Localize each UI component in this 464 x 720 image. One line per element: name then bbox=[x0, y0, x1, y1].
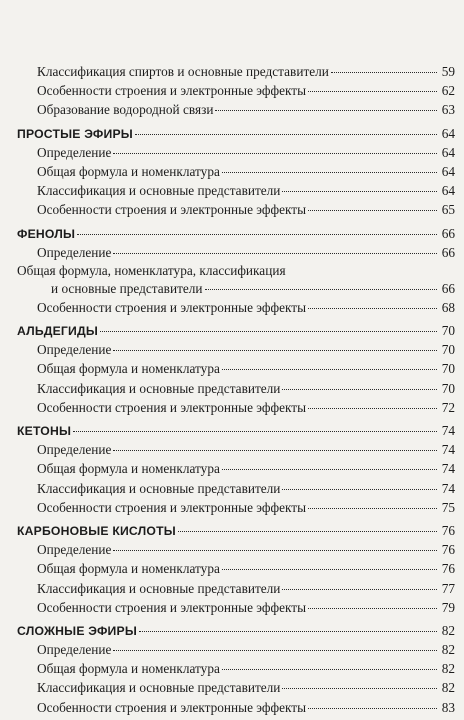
toc-entry bbox=[17, 200, 455, 219]
dot-leader bbox=[308, 407, 437, 409]
toc-entry bbox=[17, 243, 455, 262]
toc-section-heading bbox=[17, 421, 455, 440]
dot-leader bbox=[308, 607, 437, 609]
page-number: 70 bbox=[441, 323, 455, 339]
dot-leader bbox=[282, 190, 437, 192]
dot-leader bbox=[113, 649, 437, 651]
entry-title: Общая формула и номенклатура bbox=[37, 461, 220, 477]
toc-entry bbox=[17, 498, 455, 517]
page-number: 82 bbox=[441, 642, 455, 658]
dot-leader bbox=[282, 588, 437, 590]
entry-title: Классификация и основные представители bbox=[37, 480, 281, 496]
toc-entry bbox=[17, 298, 455, 317]
page-number: 66 bbox=[441, 280, 455, 296]
entry-title: Особенности строения и электронные эффекты bbox=[37, 699, 307, 715]
entry-title: Особенности строения и электронные эффекты bbox=[37, 599, 307, 615]
page-number: 66 bbox=[441, 225, 455, 241]
page-number: 70 bbox=[441, 342, 455, 358]
toc-entry bbox=[17, 143, 455, 162]
entry-title: Общая формула, номенклатура, классификация bbox=[17, 262, 286, 278]
toc-entry bbox=[17, 559, 455, 578]
dot-leader bbox=[331, 71, 437, 73]
toc-section-heading bbox=[17, 124, 455, 143]
dot-leader bbox=[282, 488, 437, 490]
page-number: 64 bbox=[441, 144, 455, 160]
toc-entry bbox=[17, 440, 455, 459]
dot-leader bbox=[73, 430, 437, 432]
dot-leader bbox=[222, 468, 437, 470]
toc-entry bbox=[17, 262, 455, 279]
toc-entry bbox=[17, 181, 455, 200]
page-number: 74 bbox=[441, 461, 455, 477]
toc-entry bbox=[17, 579, 455, 598]
page-number: 62 bbox=[441, 83, 455, 99]
dot-leader bbox=[222, 368, 437, 370]
dot-leader bbox=[308, 707, 437, 709]
entry-title: Особенности строения и электронные эффекты bbox=[37, 202, 307, 218]
entry-title: Особенности строения и электронные эффекты bbox=[37, 399, 307, 415]
dot-leader bbox=[178, 530, 437, 532]
dot-leader bbox=[135, 133, 437, 135]
toc-entry bbox=[17, 479, 455, 498]
page-number: 63 bbox=[441, 102, 455, 118]
dot-leader bbox=[113, 449, 437, 451]
dot-leader bbox=[100, 330, 437, 332]
entry-title: Общая формула и номенклатура bbox=[37, 361, 220, 377]
dot-leader bbox=[205, 288, 437, 290]
dot-leader bbox=[308, 307, 437, 309]
page-number: 68 bbox=[441, 299, 455, 315]
page-number: 77 bbox=[441, 580, 455, 596]
toc-entry bbox=[17, 678, 455, 697]
dot-leader bbox=[222, 568, 437, 570]
dot-leader bbox=[215, 109, 437, 111]
entry-title: Определение bbox=[37, 342, 112, 358]
page-number: 65 bbox=[441, 202, 455, 218]
page-number: 74 bbox=[441, 442, 455, 458]
dot-leader bbox=[282, 388, 437, 390]
page-number: 64 bbox=[441, 183, 455, 199]
page-number: 79 bbox=[441, 599, 455, 615]
page-number: 82 bbox=[441, 622, 455, 638]
page-number: 64 bbox=[441, 125, 455, 141]
section-title: ПРОСТЫЕ ЭФИРЫ bbox=[17, 126, 133, 141]
dot-leader bbox=[113, 349, 437, 351]
section-title: АЛЬДЕГИДЫ bbox=[17, 324, 98, 339]
page-number: 82 bbox=[441, 661, 455, 677]
toc-entry bbox=[17, 540, 455, 559]
page-number: 82 bbox=[441, 680, 455, 696]
page-number: 64 bbox=[441, 163, 455, 179]
entry-title: Общая формула и номенклатура bbox=[37, 561, 220, 577]
entry-title: Особенности строения и электронные эффекты bbox=[37, 299, 307, 315]
entry-title: Определение bbox=[37, 244, 112, 260]
entry-title: Определение bbox=[37, 144, 112, 160]
page-number: 74 bbox=[441, 423, 455, 438]
section-title: КАРБОНОВЫЕ КИСЛОТЫ bbox=[17, 523, 176, 538]
dot-leader bbox=[113, 252, 437, 254]
dot-leader bbox=[113, 549, 437, 551]
entry-title: Общая формула и номенклатура bbox=[37, 163, 220, 179]
toc-section-heading bbox=[17, 621, 455, 640]
dot-leader bbox=[77, 233, 437, 235]
dot-leader bbox=[222, 668, 437, 670]
toc-entry bbox=[17, 162, 455, 181]
entry-title: Определение bbox=[37, 542, 112, 558]
page-number: 70 bbox=[441, 380, 455, 396]
page-number: 70 bbox=[441, 361, 455, 377]
toc-entry bbox=[17, 398, 455, 417]
entry-title: Определение bbox=[37, 442, 112, 458]
table-of-contents bbox=[17, 62, 455, 717]
section-title: СЛОЖНЫЕ ЭФИРЫ bbox=[17, 623, 137, 638]
entry-title: и основные представители bbox=[51, 280, 203, 296]
section-title: ФЕНОЛЫ bbox=[17, 226, 76, 241]
toc-entry bbox=[17, 459, 455, 478]
toc-section-heading bbox=[17, 224, 455, 243]
page-number: 76 bbox=[441, 542, 455, 558]
dot-leader bbox=[139, 630, 437, 632]
dot-leader bbox=[222, 171, 437, 173]
toc-entry bbox=[17, 698, 455, 717]
entry-title: Особенности строения и электронные эффекты bbox=[37, 499, 307, 515]
page-number: 75 bbox=[441, 499, 455, 515]
toc-entry bbox=[17, 659, 455, 678]
entry-title: Общая формула и номенклатура bbox=[37, 661, 220, 677]
toc-entry bbox=[17, 640, 455, 659]
entry-title: Классификация и основные представители bbox=[37, 580, 281, 596]
dot-leader bbox=[282, 687, 437, 689]
entry-title: Образование водородной связи bbox=[37, 102, 214, 118]
toc-entry bbox=[17, 81, 455, 100]
toc-entry bbox=[17, 379, 455, 398]
entry-title: Особенности строения и электронные эффекты bbox=[37, 83, 307, 99]
dot-leader bbox=[308, 209, 437, 211]
page-number: 76 bbox=[441, 561, 455, 577]
entry-title: Классификация и основные представители bbox=[37, 680, 281, 696]
toc-entry bbox=[17, 340, 455, 359]
toc-entry bbox=[17, 598, 455, 617]
toc-entry bbox=[17, 359, 455, 378]
toc-entry bbox=[17, 62, 455, 81]
page-number: 83 bbox=[441, 699, 455, 715]
page-number: 59 bbox=[441, 64, 455, 79]
toc-entry bbox=[17, 279, 455, 298]
dot-leader bbox=[308, 507, 437, 509]
page-number: 76 bbox=[441, 522, 455, 538]
page-number: 74 bbox=[441, 480, 455, 496]
entry-title: Определение bbox=[37, 642, 112, 658]
page-number: 66 bbox=[441, 244, 455, 260]
entry-title: Классификация спиртов и основные представители bbox=[37, 64, 329, 79]
toc-section-heading bbox=[17, 321, 455, 340]
toc-section-heading bbox=[17, 521, 455, 540]
entry-title: Классификация и основные представители bbox=[37, 183, 281, 199]
entry-title: Классификация и основные представители bbox=[37, 380, 281, 396]
dot-leader bbox=[308, 90, 437, 92]
section-title: КЕТОНЫ bbox=[17, 424, 72, 438]
toc-entry bbox=[17, 100, 455, 119]
dot-leader bbox=[113, 152, 437, 154]
page-number: 72 bbox=[441, 399, 455, 415]
